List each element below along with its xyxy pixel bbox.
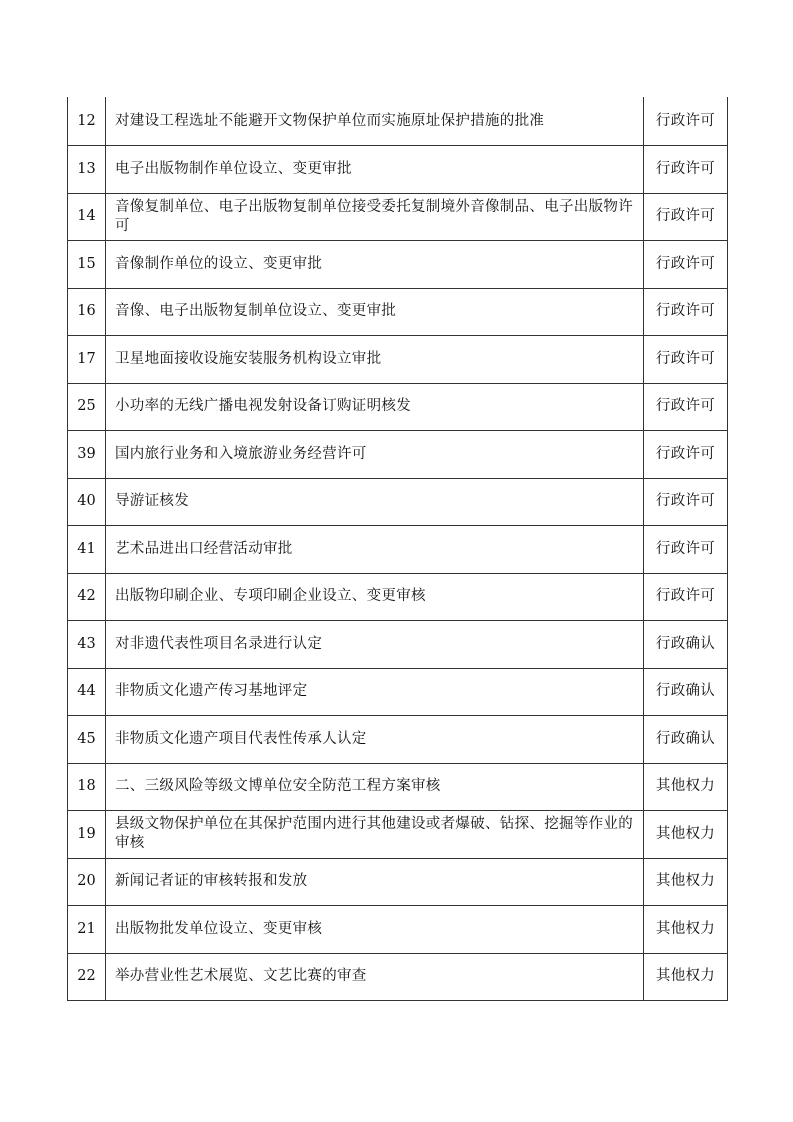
item-name: 导游证核发 (106, 479, 644, 526)
table-row (68, 715, 727, 763)
item-name: 国内旅行业务和入境旅游业务经营许可 (106, 431, 644, 478)
table-row (68, 620, 727, 668)
power-list-table (67, 97, 728, 1001)
row-number: 25 (68, 384, 106, 431)
table-row (68, 193, 727, 241)
item-name: 艺术品进出口经营活动审批 (106, 526, 644, 573)
power-type: 行政许可 (655, 350, 716, 367)
row-number: 45 (68, 716, 106, 763)
table-row (68, 573, 727, 621)
row-number: 22 (68, 954, 106, 1001)
table-row (68, 430, 727, 478)
item-name: 二、三级风险等级文博单位安全防范工程方案审核 (106, 764, 644, 811)
power-type: 行政许可 (655, 398, 716, 415)
item-name: 举办营业性艺术展览、文艺比赛的审查 (106, 954, 644, 1001)
power-type: 行政确认 (655, 683, 716, 700)
item-name: 卫星地面接收设施安装服务机构设立审批 (106, 336, 644, 383)
row-number: 39 (68, 431, 106, 478)
power-type: 其他权力 (655, 968, 716, 985)
table-row (68, 335, 727, 383)
table-row (68, 240, 727, 288)
table-row (68, 763, 727, 811)
item-name: 县级文物保护单位在其保护范围内进行其他建设或者爆破、钻探、挖掘等作业的审核 (106, 811, 644, 858)
power-type: 行政许可 (655, 445, 716, 462)
table-row (68, 145, 727, 193)
table-row (68, 288, 727, 336)
item-name: 对非遗代表性项目名录进行认定 (106, 621, 644, 668)
row-number: 17 (68, 336, 106, 383)
power-type: 其他权力 (655, 920, 716, 937)
item-name: 非物质文化遗产传习基地评定 (106, 669, 644, 716)
table-row (68, 668, 727, 716)
table-row (68, 525, 727, 573)
power-type: 行政许可 (655, 540, 716, 557)
row-number: 16 (68, 289, 106, 336)
item-name: 出版物批发单位设立、变更审核 (106, 906, 644, 953)
power-type: 行政许可 (655, 208, 716, 225)
power-type: 行政许可 (655, 160, 716, 177)
table-row (68, 97, 727, 145)
row-number: 41 (68, 526, 106, 573)
row-number: 12 (68, 97, 106, 145)
item-name: 音像复制单位、电子出版物复制单位接受委托复制境外音像制品、电子出版物许可 (106, 194, 644, 241)
power-type: 行政许可 (655, 112, 716, 129)
power-type: 行政确认 (655, 730, 716, 747)
item-name: 出版物印刷企业、专项印刷企业设立、变更审核 (106, 574, 644, 621)
row-number: 44 (68, 669, 106, 716)
table-row (68, 383, 727, 431)
row-number: 20 (68, 859, 106, 906)
item-name: 新闻记者证的审核转报和发放 (106, 859, 644, 906)
item-name: 音像、电子出版物复制单位设立、变更审批 (106, 289, 644, 336)
power-type: 行政确认 (655, 635, 716, 652)
item-name: 对建设工程选址不能避开文物保护单位而实施原址保护措施的批准 (106, 97, 644, 145)
row-number: 18 (68, 764, 106, 811)
table-row (68, 478, 727, 526)
power-type: 行政许可 (655, 588, 716, 605)
row-number: 42 (68, 574, 106, 621)
table-row (68, 858, 727, 906)
power-type: 行政许可 (655, 255, 716, 272)
power-type: 行政许可 (655, 303, 716, 320)
power-type: 其他权力 (655, 825, 716, 842)
row-number: 14 (68, 194, 106, 241)
row-number: 21 (68, 906, 106, 953)
power-type: 其他权力 (655, 873, 716, 890)
item-name: 小功率的无线广播电视发射设备订购证明核发 (106, 384, 644, 431)
item-name: 音像制作单位的设立、变更审批 (106, 241, 644, 288)
item-name: 非物质文化遗产项目代表性传承人认定 (106, 716, 644, 763)
table-row (68, 810, 727, 858)
row-number: 43 (68, 621, 106, 668)
row-number: 13 (68, 146, 106, 193)
table-row (68, 953, 727, 1001)
power-type: 行政许可 (655, 493, 716, 510)
row-number: 15 (68, 241, 106, 288)
table-row (68, 905, 727, 953)
item-name: 电子出版物制作单位设立、变更审批 (106, 146, 644, 193)
row-number: 19 (68, 811, 106, 858)
row-number: 40 (68, 479, 106, 526)
power-type: 其他权力 (655, 778, 716, 795)
